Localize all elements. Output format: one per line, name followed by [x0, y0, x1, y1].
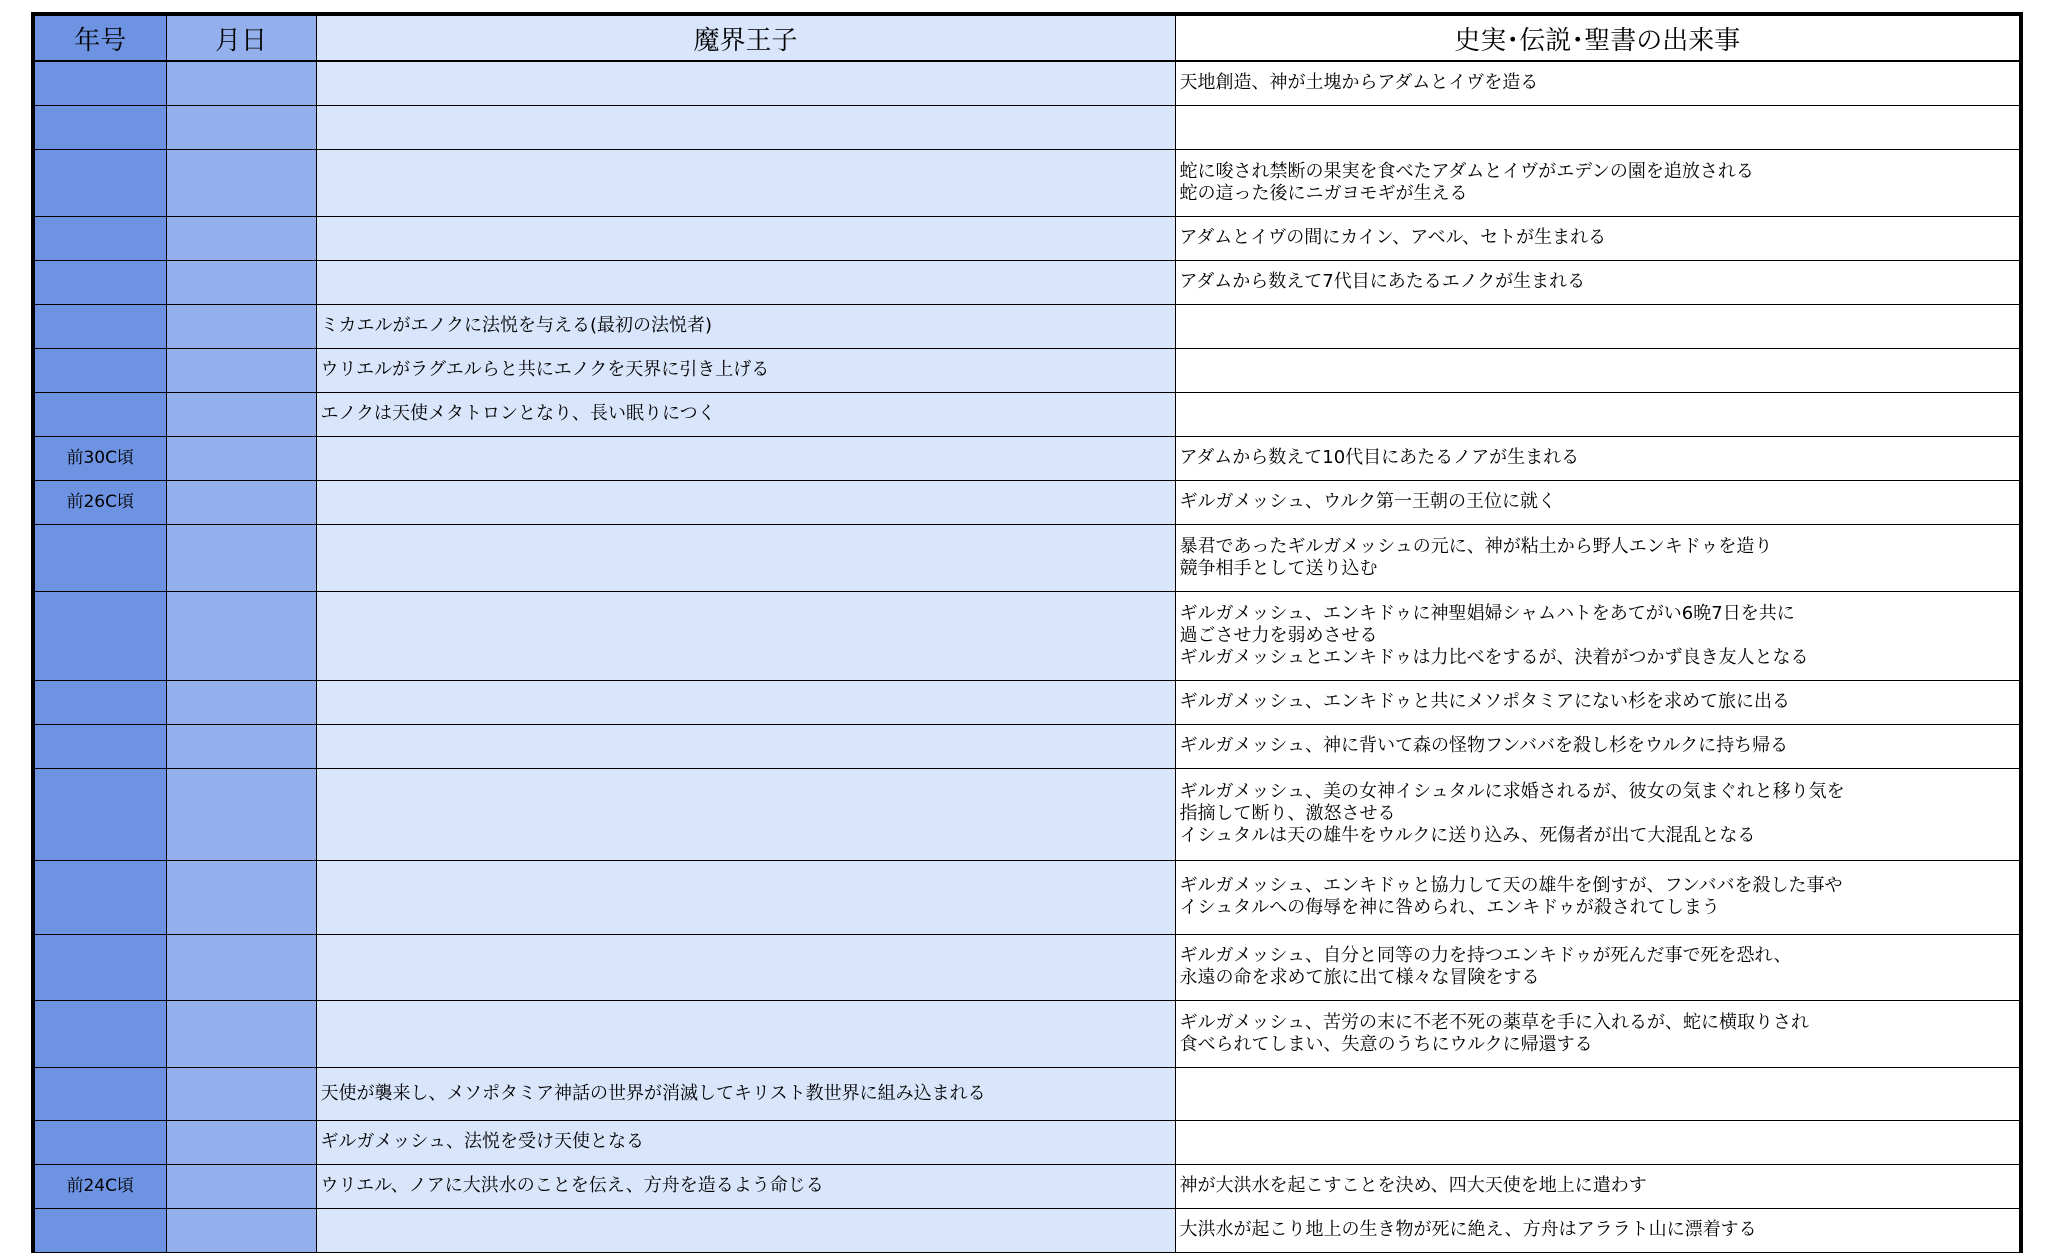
cell-date[interactable]	[166, 724, 316, 768]
table-row	[33, 860, 2021, 934]
cell-prince[interactable]	[316, 1164, 1175, 1208]
cell-history[interactable]	[1175, 1208, 2021, 1252]
cell-year[interactable]	[33, 304, 166, 348]
cell-prince[interactable]	[316, 260, 1175, 304]
cell-history-text: ギルガメッシュ、ウルク第一王朝の王位に就く	[1179, 491, 1557, 512]
cell-year[interactable]	[33, 392, 166, 436]
cell-history[interactable]	[1175, 591, 2021, 680]
cell-history[interactable]	[1175, 1067, 2021, 1120]
cell-prince[interactable]	[316, 216, 1175, 260]
cell-prince[interactable]	[316, 392, 1175, 436]
cell-history[interactable]	[1175, 304, 2021, 348]
cell-prince[interactable]	[316, 105, 1175, 149]
cell-history-text: ギルガメッシュ、美の女神イシュタルに求婚されるが、彼女の気まぐれと移り気を 指摘して断り、激怒させる イシュタルは天の雄牛をウルクに送り込み、死傷者が出て大混乱となる	[1179, 781, 1845, 846]
cell-year[interactable]	[33, 260, 166, 304]
cell-date[interactable]	[166, 524, 316, 591]
table-row	[33, 216, 2021, 260]
table-row	[33, 524, 2021, 591]
cell-history-text: 神が大洪水を起こすことを決め、四大天使を地上に遣わす	[1179, 1175, 1647, 1196]
cell-history-text: ギルガメッシュ、自分と同等の力を持つエンキドゥが死んだ事で死を恐れ、 永遠の命を求めて旅に出て様々な冒険をする	[1179, 945, 1792, 988]
cell-history[interactable]	[1175, 348, 2021, 392]
cell-prince-text: ウリエル、ノアに大洪水のことを伝え、方舟を造るよう命じる	[320, 1175, 824, 1196]
cell-year[interactable]	[33, 348, 166, 392]
cell-history[interactable]	[1175, 480, 2021, 524]
cell-prince[interactable]	[316, 1208, 1175, 1252]
cell-date[interactable]	[166, 61, 316, 105]
header-row	[33, 14, 2021, 61]
cell-prince-text: ギルガメッシュ、法悦を受け天使となる	[320, 1131, 644, 1152]
cell-year[interactable]	[33, 860, 166, 934]
table-row	[33, 480, 2021, 524]
cell-history[interactable]	[1175, 934, 2021, 1000]
table-row	[33, 260, 2021, 304]
cell-history-text: ギルガメッシュ、エンキドゥと協力して天の雄牛を倒すが、フンババを殺した事や イシュタルへの侮辱を神に咎められ、エンキドゥが殺されてしまう	[1179, 875, 1843, 918]
cell-history[interactable]	[1175, 392, 2021, 436]
cell-prince-text: 天使が襲来し、メソポタミア神話の世界が消滅してキリスト教世界に組み込まれる	[320, 1082, 986, 1104]
cell-year[interactable]	[33, 436, 166, 480]
cell-year[interactable]	[33, 1164, 166, 1208]
table-row	[33, 724, 2021, 768]
cell-history[interactable]	[1175, 768, 2021, 860]
cell-year-text: 前24C頃	[66, 1176, 134, 1196]
timeline-table	[31, 12, 2023, 1253]
column-header-history[interactable]: 史実･伝説･聖書の出来事	[1175, 14, 2021, 61]
cell-year[interactable]	[33, 934, 166, 1000]
cell-prince[interactable]	[316, 768, 1175, 860]
cell-date[interactable]	[166, 216, 316, 260]
table-row	[33, 348, 2021, 392]
cell-year[interactable]	[33, 61, 166, 105]
cell-year[interactable]	[33, 216, 166, 260]
table-row	[33, 1208, 2021, 1252]
cell-history[interactable]	[1175, 724, 2021, 768]
cell-prince[interactable]	[316, 348, 1175, 392]
column-header-date[interactable]: 月日	[166, 14, 316, 61]
cell-year[interactable]	[33, 724, 166, 768]
cell-year[interactable]	[33, 1120, 166, 1164]
cell-year[interactable]	[33, 1067, 166, 1120]
cell-year[interactable]	[33, 480, 166, 524]
table-row	[33, 304, 2021, 348]
cell-history-text: アダムから数えて10代目にあたるノアが生まれる	[1179, 447, 1580, 468]
cell-prince[interactable]	[316, 304, 1175, 348]
cell-history-text: アダムとイヴの間にカイン、アベル、セトが生まれる	[1179, 227, 1607, 248]
cell-year-text: 前30C頃	[66, 448, 134, 468]
cell-date[interactable]	[166, 1067, 316, 1120]
cell-history-text: アダムから数えて7代目にあたるエノクが生まれる	[1179, 271, 1586, 292]
cell-date[interactable]	[166, 1120, 316, 1164]
cell-history-text: ギルガメッシュ、神に背いて森の怪物フンババを殺し杉をウルクに持ち帰る	[1179, 735, 1789, 756]
cell-date[interactable]	[166, 860, 316, 934]
cell-history-text: 大洪水が起こり地上の生き物が死に絶え、方舟はアララト山に漂着する	[1179, 1219, 1757, 1240]
cell-prince[interactable]	[316, 1120, 1175, 1164]
cell-prince[interactable]	[316, 680, 1175, 724]
table-row	[33, 105, 2021, 149]
cell-date[interactable]	[166, 260, 316, 304]
cell-prince[interactable]	[316, 860, 1175, 934]
cell-history[interactable]	[1175, 680, 2021, 724]
cell-year[interactable]	[33, 768, 166, 860]
cell-date[interactable]	[166, 436, 316, 480]
cell-prince-text: ミカエルがエノクに法悦を与える(最初の法悦者)	[320, 315, 713, 336]
cell-history[interactable]	[1175, 1120, 2021, 1164]
table-row	[33, 591, 2021, 680]
cell-prince[interactable]	[316, 1067, 1175, 1120]
table-row	[33, 392, 2021, 436]
cell-date[interactable]	[166, 680, 316, 724]
cell-date[interactable]	[166, 1208, 316, 1252]
cell-prince[interactable]	[316, 1000, 1175, 1067]
cell-year[interactable]	[33, 1000, 166, 1067]
cell-history[interactable]	[1175, 436, 2021, 480]
cell-history-text: ギルガメッシュ、苦労の末に不老不死の薬草を手に入れるが、蛇に横取りされ 食べられてしまい、失意のうちにウルクに帰還する	[1179, 1011, 1809, 1055]
table-row	[33, 1164, 2021, 1208]
table-row	[33, 1067, 2021, 1120]
cell-prince[interactable]	[316, 480, 1175, 524]
column-header-prince[interactable]: 魔界王子	[316, 14, 1175, 61]
cell-prince[interactable]	[316, 934, 1175, 1000]
cell-date[interactable]	[166, 934, 316, 1000]
cell-date[interactable]	[166, 149, 316, 216]
cell-history[interactable]	[1175, 860, 2021, 934]
cell-year[interactable]	[33, 524, 166, 591]
cell-year[interactable]	[33, 591, 166, 680]
cell-date[interactable]	[166, 768, 316, 860]
cell-history[interactable]	[1175, 105, 2021, 149]
cell-history-text: 暴君であったギルガメッシュの元に、神が粘土から野人エンキドゥを造り 競争相手として送り込む	[1179, 535, 1773, 579]
cell-history[interactable]	[1175, 1164, 2021, 1208]
table-row	[33, 934, 2021, 1000]
cell-date[interactable]	[166, 1000, 316, 1067]
cell-date[interactable]	[166, 1164, 316, 1208]
cell-date[interactable]	[166, 348, 316, 392]
cell-history[interactable]	[1175, 149, 2021, 216]
cell-history[interactable]	[1175, 61, 2021, 105]
cell-prince[interactable]	[316, 591, 1175, 680]
cell-history[interactable]	[1175, 1000, 2021, 1067]
cell-prince[interactable]	[316, 436, 1175, 480]
column-header-year[interactable]: 年号	[33, 14, 166, 61]
cell-history[interactable]	[1175, 216, 2021, 260]
table-row	[33, 680, 2021, 724]
cell-prince-text: ウリエルがラグエルらと共にエノクを天界に引き上げる	[320, 359, 770, 380]
cell-prince[interactable]	[316, 149, 1175, 216]
cell-date[interactable]	[166, 591, 316, 680]
table-row	[33, 61, 2021, 105]
cell-year-text: 前26C頃	[66, 492, 134, 512]
cell-date[interactable]	[166, 392, 316, 436]
cell-history[interactable]	[1175, 524, 2021, 591]
cell-date[interactable]	[166, 105, 316, 149]
cell-prince[interactable]	[316, 524, 1175, 591]
cell-prince[interactable]	[316, 61, 1175, 105]
cell-prince-text: エノクは天使メタトロンとなり、長い眠りにつく	[320, 403, 716, 424]
cell-history-text: ギルガメッシュ、エンキドゥと共にメソポタミアにない杉を求めて旅に出る	[1179, 691, 1790, 712]
cell-year[interactable]	[33, 149, 166, 216]
cell-date[interactable]	[166, 480, 316, 524]
table-row	[33, 1000, 2021, 1067]
cell-history-text: ギルガメッシュ、エンキドゥに神聖娼婦シャムハトをあてがい6晩7日を共に 過ごさせ力を弱めさせる ギルガメッシュとエンキドゥは力比べをするが、決着がつかず良き友人となる	[1179, 602, 1809, 668]
cell-history[interactable]	[1175, 260, 2021, 304]
cell-year[interactable]	[33, 1208, 166, 1252]
cell-date[interactable]	[166, 304, 316, 348]
cell-year[interactable]	[33, 680, 166, 724]
cell-prince[interactable]	[316, 724, 1175, 768]
cell-year[interactable]	[33, 105, 166, 149]
table-row	[33, 149, 2021, 216]
table-row	[33, 436, 2021, 480]
cell-history-text: 蛇に唆され禁断の果実を食べたアダムとイヴがエデンの園を追放される 蛇の這った後にニガヨモギが生える	[1179, 160, 1754, 204]
cell-history-text: 天地創造、神が土塊からアダムとイヴを造る	[1179, 72, 1539, 94]
table-row	[33, 1120, 2021, 1164]
table-row	[33, 768, 2021, 860]
